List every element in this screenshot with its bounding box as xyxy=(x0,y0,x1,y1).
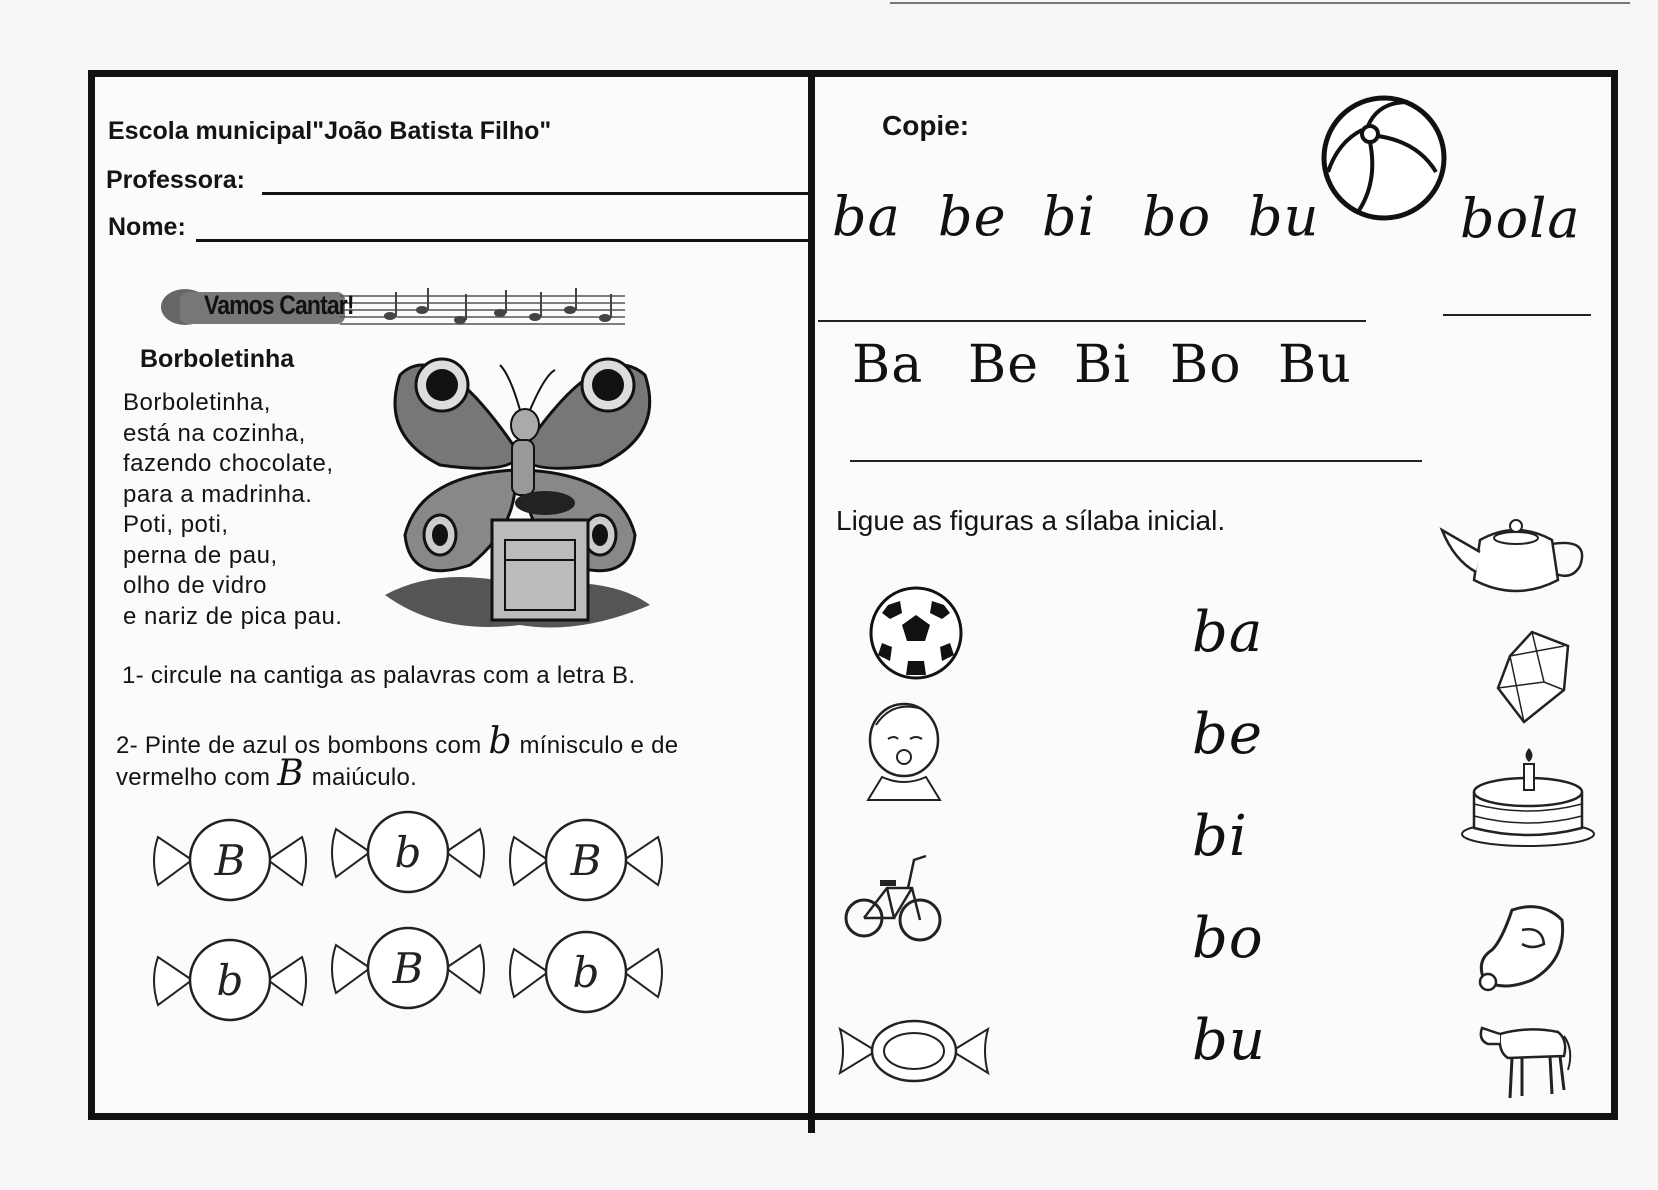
baby[interactable] xyxy=(852,695,952,805)
candy-icon[interactable] xyxy=(506,815,666,905)
upper-syllable: Be xyxy=(968,335,1039,395)
q2-glyph-lower-b: b xyxy=(488,721,513,762)
cake[interactable] xyxy=(1458,742,1598,847)
center-divider xyxy=(808,70,815,1133)
teacher-line[interactable] xyxy=(262,192,810,195)
question-1: 1- circule na cantiga as palavras com a letra B. xyxy=(122,662,636,689)
teapot[interactable] xyxy=(1440,510,1592,602)
song-title: Borboletinha xyxy=(140,345,295,373)
match-instruction: Ligue as figuras a sílaba inicial. xyxy=(836,505,1226,536)
teapot-icon xyxy=(1440,510,1592,602)
candy-icon[interactable] xyxy=(150,815,310,905)
copy-line-bola[interactable] xyxy=(1443,314,1591,316)
calf-icon xyxy=(1478,1010,1578,1102)
poem-line: para a madrinha. xyxy=(123,480,313,508)
lower-syllable: be xyxy=(938,185,1007,248)
q2-text-b: mínisculo e de xyxy=(519,732,679,759)
word-bola: bola xyxy=(1460,187,1581,250)
candy-icon[interactable] xyxy=(150,935,310,1025)
question-2-line-1 xyxy=(116,721,679,762)
copy-line-2[interactable] xyxy=(850,460,1422,462)
boot[interactable] xyxy=(1472,900,1572,992)
candy-letter: b xyxy=(216,956,244,1005)
vamos-cantar-banner xyxy=(160,286,630,328)
q2-text-d: maiúculo. xyxy=(311,764,418,791)
poem xyxy=(123,388,342,632)
butterfly-illustration xyxy=(380,335,660,645)
top-edge-line xyxy=(890,2,1630,4)
teacher-label: Professora: xyxy=(106,166,245,194)
calf[interactable] xyxy=(1478,1010,1578,1102)
q2-text-c: vermelho com xyxy=(116,764,271,791)
candy-picture[interactable] xyxy=(836,1015,992,1087)
candy-icon xyxy=(836,1015,992,1087)
poem-line: e nariz de pica pau. xyxy=(123,602,343,630)
candy-letter: b xyxy=(572,948,600,997)
question-2-line-2 xyxy=(116,753,418,794)
poem-line: olho de vidro xyxy=(123,572,267,599)
bicycle-icon xyxy=(842,848,942,948)
lower-syllable: ba xyxy=(832,185,901,248)
school-name: Escola municipal"João Batista Filho" xyxy=(108,117,552,145)
upper-syllable: Bi xyxy=(1074,335,1131,395)
candy-letter: B xyxy=(214,836,246,885)
poem-line: perna de pau, xyxy=(123,541,278,569)
lower-syllables-row xyxy=(832,185,1348,248)
butterfly-icon xyxy=(380,335,660,645)
candy-icon[interactable] xyxy=(506,927,666,1017)
baby-icon xyxy=(852,695,952,805)
candy-letter: B xyxy=(570,836,602,885)
bicycle[interactable] xyxy=(842,848,942,948)
q2-text-a: 2- Pinte de azul os bombons com xyxy=(116,732,482,759)
soccer-ball[interactable] xyxy=(868,585,964,681)
balloon-icon xyxy=(1492,628,1574,728)
soccer-ball-icon xyxy=(868,585,964,681)
match-syllable[interactable]: bo xyxy=(1192,906,1264,971)
cake-icon xyxy=(1458,742,1598,847)
copy-label: Copie: xyxy=(882,110,970,141)
poem-line: Borboletinha, xyxy=(123,389,271,416)
balloon[interactable] xyxy=(1492,628,1574,728)
upper-syllables-row xyxy=(852,335,1374,395)
upper-syllable: Bo xyxy=(1170,335,1242,395)
match-syllable[interactable]: ba xyxy=(1192,600,1264,665)
match-syllables xyxy=(1192,582,1266,1092)
q2-glyph-upper-b: B xyxy=(277,753,305,794)
match-syllable[interactable]: bu xyxy=(1192,1008,1266,1073)
match-syllable[interactable]: bi xyxy=(1192,804,1248,869)
candy-letter: b xyxy=(394,828,422,877)
lower-syllable: bi xyxy=(1042,185,1096,248)
lower-syllable: bu xyxy=(1248,185,1320,248)
match-syllable[interactable]: be xyxy=(1192,702,1263,767)
lower-syllable: bo xyxy=(1142,185,1212,248)
copy-line-1[interactable] xyxy=(818,320,1366,322)
candy-icon[interactable] xyxy=(328,807,488,897)
poem-line: Poti, poti, xyxy=(123,511,229,538)
candy-letter: B xyxy=(392,944,424,993)
name-line[interactable] xyxy=(196,239,810,242)
upper-syllable: Ba xyxy=(852,335,924,395)
poem-line: está na cozinha, xyxy=(123,419,306,447)
boot-icon xyxy=(1472,900,1572,992)
candy-grid xyxy=(150,815,670,1045)
banner-title: Vamos Cantar! xyxy=(204,290,354,320)
upper-syllable: Bu xyxy=(1278,335,1352,395)
poem-line: fazendo chocolate, xyxy=(123,450,334,477)
name-label: Nome: xyxy=(108,213,186,241)
candy-icon[interactable] xyxy=(328,923,488,1013)
